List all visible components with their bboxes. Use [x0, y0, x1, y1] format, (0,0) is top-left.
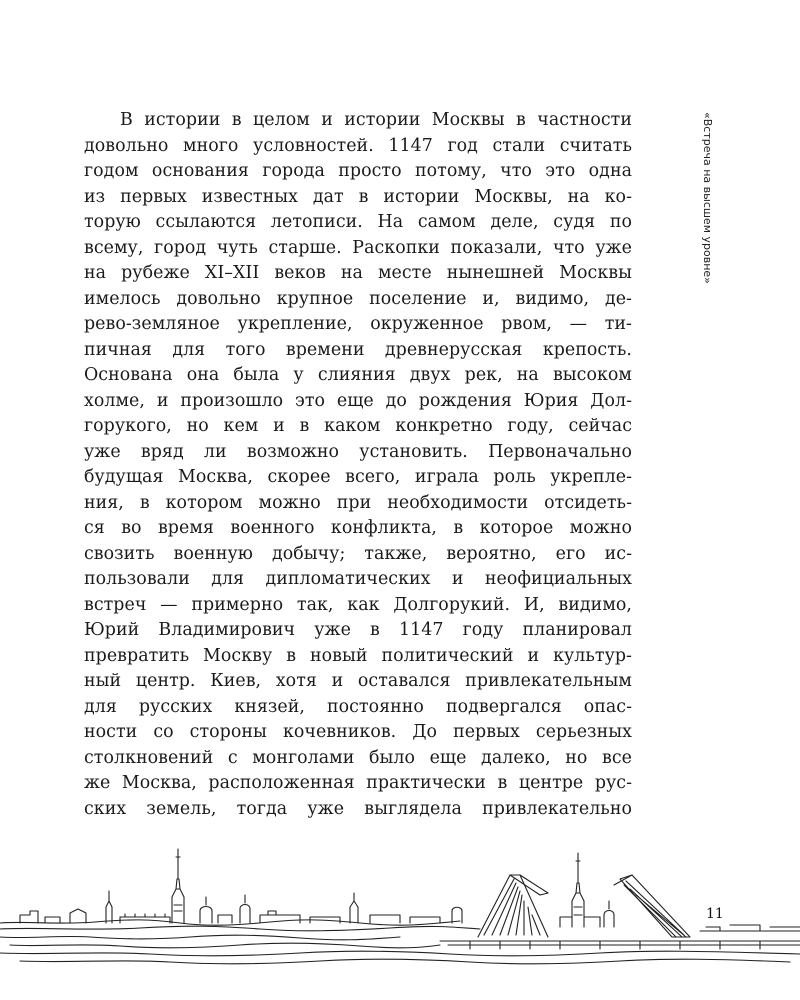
text-line: торую ссылаются летописи. На самом деле, судя по [84, 212, 632, 232]
text-line: ских земель, тогда уже выглядела привлекательно [84, 798, 632, 819]
running-header [700, 112, 714, 284]
text-line: В истории в целом и истории Москвы в частности [120, 110, 632, 130]
text-line: пичная для того времени древнерусская крепость. [84, 339, 632, 360]
text-line: рево-земляное укрепление, окруженное рвом, — ти- [84, 314, 632, 334]
text-line: годом основания города просто потому, что это одна [84, 161, 632, 181]
text-line: ся во время военного конфликта, в которое можно [84, 518, 632, 538]
text-line: довольно много условностей. 1147 год стали считать [84, 135, 632, 156]
text-line: имелось довольно крупное поселение и, видимо, де- [84, 288, 632, 309]
text-line: Основана она была у слияния двух рек, на высоком [84, 365, 632, 385]
text-line: всему, город чуть старше. Раскопки показали, что уже [84, 237, 632, 258]
body-text [84, 108, 632, 822]
text-line: встреч — примерно так, как Долгорукий. И, видимо, [84, 594, 632, 615]
text-line: холме, и произошло это еще до рождения Юрия Дол- [84, 390, 632, 411]
text-line: ности со стороны кочевников. До первых серьезных [84, 722, 632, 742]
text-line: ный центр. Киев, хотя и оставался привлекательным [84, 671, 632, 691]
page-number: 11 [706, 906, 724, 922]
text-line: пользовали для дипломатических и неофициальных [84, 569, 632, 589]
text-line: свозить военную добычу; также, вероятно, его ис- [84, 543, 632, 564]
text-line: горукого, но кем и в каком конкретно году, сейчас [84, 416, 632, 436]
city-skyline-drawbridge-illustration [0, 845, 800, 970]
text-line: на рубеже XI–XII веков на месте нынешней Москвы [84, 263, 632, 283]
text-line: столкновений с монголами было еще далеко, но все [84, 747, 632, 768]
text-line: Юрий Владимирович уже в 1147 году планировал [84, 620, 632, 640]
text-line: же Москва, расположенная практически в центре рус- [84, 773, 632, 793]
text-line: для русских князей, постоянно подвергался опас- [84, 696, 632, 717]
text-line: будущая Москва, скорее всего, играла роль укрепле- [84, 467, 632, 487]
text-line: из первых известных дат в истории Москвы, на ко- [84, 186, 632, 207]
text-line: уже вряд ли возможно установить. Первоначально [84, 441, 632, 462]
running-header-text: «Встреча на высшем уровне» [701, 112, 714, 284]
text-line: ния, в котором можно при необходимости отсидеть- [84, 492, 632, 513]
text-line: превратить Москву в новый политический и культур- [84, 645, 632, 666]
